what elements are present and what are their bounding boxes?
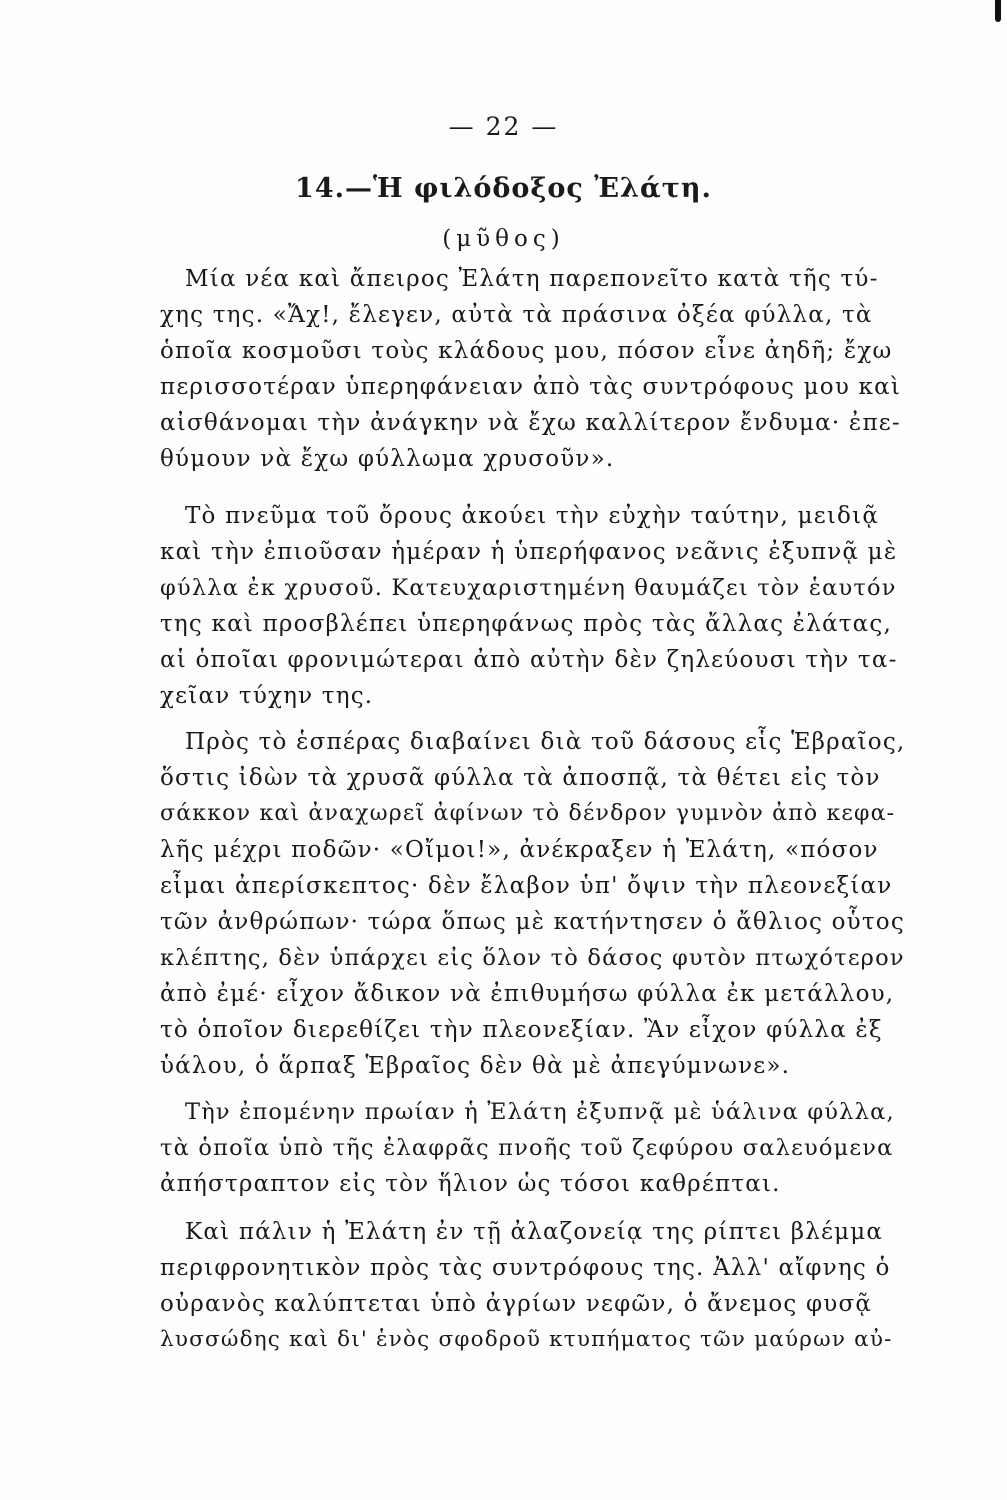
fable-subtitle: (μῦθος)	[442, 226, 565, 252]
page-number: — 22 —	[448, 112, 559, 141]
text-line: τῶν ἀνθρώπων· τώρα ὅπως μὲ κατήντησεν ὁ ἄθλιος οὗτος	[160, 909, 905, 935]
text-line: ὁποῖα κοσμοῦσι τοὺς κλάδους μου, πόσον εἶνε ἀηδῆ; ἔχω	[160, 338, 893, 364]
text-line: λῆς μέχρι ποδῶν· «Οἴμοι!», ἀνέκραξεν ἡ Ἐλάτη, «πόσον	[160, 837, 879, 863]
text-line: ἀπήστραπτον εἰς τὸν ἥλιον ὡς τόσοι καθρέπται.	[160, 1171, 781, 1197]
text-line: ὅστις ἰδὼν τὰ χρυσᾶ φύλλα τὰ ἀποσπᾷ, τὰ θέτει εἰς τὸν	[160, 765, 881, 791]
text-line: τὸ ὁποῖον διερεθίζει τὴν πλεονεξίαν. Ἂν εἶχον φύλλα ἐξ	[160, 1017, 883, 1043]
text-line: λυσσώδης καὶ δι' ἑνὸς σφοδροῦ κτυπήματος τῶν μαύρων αὐ-	[160, 1327, 893, 1352]
fable-title: 14.—Ἡ φιλόδοξος Ἐλάτη.	[295, 173, 712, 204]
page-corner-mark	[995, 0, 1001, 22]
text-line: αἱ ὁποῖαι φρονιμώτεραι ἀπὸ αὐτὴν δὲν ζηλεύουσι τὴν τα-	[160, 647, 898, 673]
text-line: φύλλα ἐκ χρυσοῦ. Κατευχαριστημένη θαυμάζει τὸν ἑαυτόν	[160, 575, 897, 601]
text-line: εἶμαι ἀπερίσκεπτος· δὲν ἔλαβον ὑπ' ὄψιν τὴν πλεονεξίαν	[160, 873, 893, 899]
text-line: σάκκον καὶ ἀναχωρεῖ ἀφίνων τὸ δένδρον γυμνὸν ἀπὸ κεφα-	[160, 801, 896, 826]
text-line: ἀπὸ ἐμέ· εἶχον ἄδικον νὰ ἐπιθυμήσω φύλλα ἐκ μετάλλου,	[160, 981, 895, 1007]
text-line: θύμουν νὰ ἔχω φύλλωμα χρυσοῦν».	[160, 446, 615, 472]
text-line: Καὶ πάλιν ἡ Ἐλάτη ἐν τῇ ἀλαζονείᾳ της ρίπτει βλέμμα	[185, 1219, 884, 1245]
text-line: Πρὸς τὸ ἑσπέρας διαβαίνει διὰ τοῦ δάσους εἷς Ἑβραῖος,	[185, 729, 906, 755]
text-line: Τὴν ἐπομένην πρωίαν ἡ Ἐλάτη ἐξυπνᾷ μὲ ὑάλινα φύλλα,	[185, 1099, 895, 1125]
text-line: Τὸ πνεῦμα τοῦ ὄρους ἀκούει τὴν εὐχὴν ταύτην, μειδιᾷ	[185, 503, 880, 529]
text-line: περισσοτέραν ὑπερηφάνειαν ἀπὸ τὰς συντρόφους μου καὶ	[160, 374, 902, 400]
text-line: αἰσθάνομαι τὴν ἀνάγκην νὰ ἔχω καλλίτερον ἔνδυμα· ἐπε-	[160, 410, 901, 436]
text-line: καὶ τὴν ἐπιοῦσαν ἡμέραν ἡ ὑπερήφανος νεᾶνις ἐξυπνᾷ μὲ	[160, 539, 898, 565]
text-line: χεῖαν τύχην της.	[160, 683, 374, 709]
text-line: Μία νέα καὶ ἄπειρος Ἐλάτη παρεπονεῖτο κατὰ τῆς τύ-	[185, 266, 879, 292]
text-line: ὑάλου, ὁ ἅρπαξ Ἑβραῖος δὲν θὰ μὲ ἀπεγύμνωνε».	[160, 1053, 791, 1079]
text-line: τὰ ὁποῖα ὑπὸ τῆς ἐλαφρᾶς πνοῆς τοῦ ζεφύρου σαλευόμενα	[160, 1135, 894, 1161]
text-line: χης της. «Ἄχ!, ἔλεγεν, αὐτὰ τὰ πράσινα ὀξέα φύλλα, τὰ	[160, 302, 873, 328]
text-line: κλέπτης, δὲν ὑπάρχει εἰς ὅλον τὸ δάσος φυτὸν πτωχότερον	[160, 945, 905, 971]
text-line: οὐρανὸς καλύπτεται ὑπὸ ἀγρίων νεφῶν, ὁ ἄνεμος φυσᾷ	[160, 1291, 873, 1317]
text-line: περιφρονητικὸν πρὸς τὰς συντρόφους της. Ἀλλ' αἴφνης ὁ	[160, 1255, 891, 1281]
text-line: της καὶ προσβλέπει ὑπερηφάνως πρὸς τὰς ἄλλας ἐλάτας,	[160, 611, 892, 637]
